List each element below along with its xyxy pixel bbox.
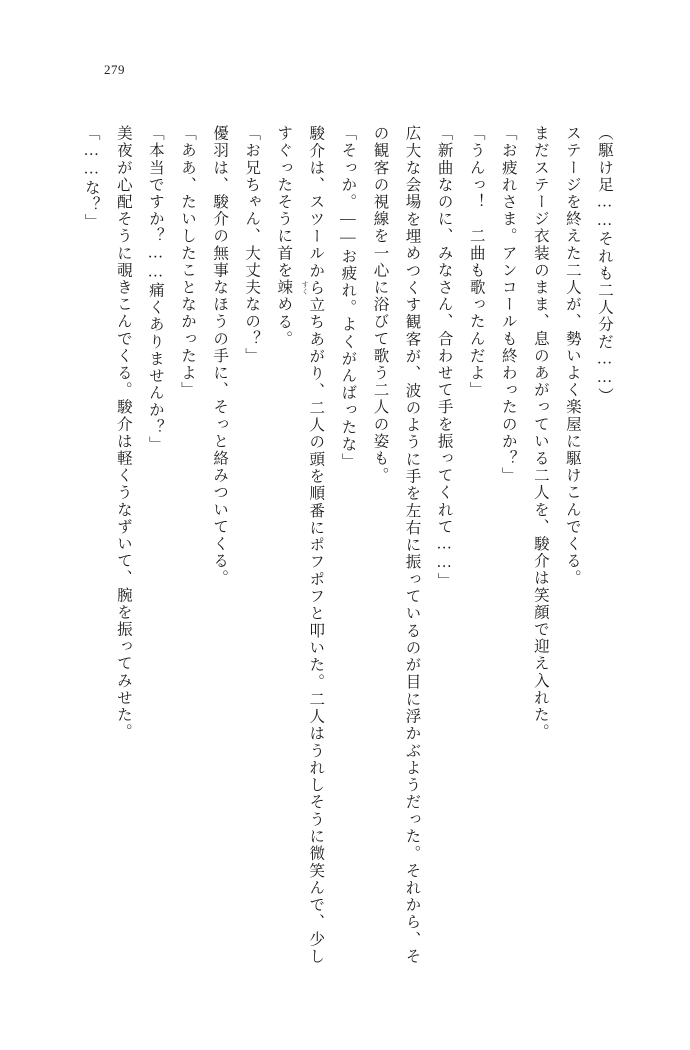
ruby-base: 竦 [275, 278, 293, 297]
paragraph: 「うんっ！ 二曲も歌ったんだよ」 [467, 125, 485, 399]
page-number: 279 [104, 62, 125, 77]
paragraph-text: 駿介は、スツールから立ちあがり、二人の頭を順番にポフポフと叩いた。二人はうれしそうに微笑んで、少しすぐったそうに首を竦 すく める。 [275, 125, 324, 965]
ruby-group [267, 278, 310, 297]
paragraph: 優羽は、駿介の無事なほうの手に、そっと絡みついてくる。 [211, 125, 229, 587]
paragraph: 広大な会場を埋めつくす観客が、波のように手を左右に振っているのが目に浮かぶようだった。それから、その観客の視線を一心に浴びて歌う二人の姿も。 [371, 125, 421, 965]
paragraph-with-ruby [267, 125, 331, 965]
paragraph: 「そっか。——お疲れ。よくがんばったな」 [339, 125, 357, 470]
paragraph: 「お疲れさま。アンコールも終わったのか？」 [499, 125, 517, 485]
page-text-body [80, 125, 620, 965]
paragraph: 「ああ、たいしたことなかったよ」 [178, 125, 196, 399]
paragraph: 「お兄ちゃん、大丈夫なの？」 [243, 125, 261, 365]
ruby-reading: すく [301, 280, 310, 295]
paragraph: 「本当ですか？……痛くありませんか？」 [146, 125, 164, 453]
paragraph: 「……な？」 [82, 125, 100, 231]
paragraph: 「新曲なのに、みなさん、合わせて手を振ってくれて……」 [435, 125, 453, 590]
paragraph: まだステージ衣装のまま、息のあがっている二人を、駿介は笑顔で迎え入れた。 [531, 125, 549, 741]
paragraph: 美夜が心配そうに覗きこんでくる。駿介は軽くうなずいて、腕を振ってみせた。 [114, 125, 132, 741]
paragraph: （駆け足……それも二人分だ……） [596, 125, 613, 405]
paragraph: ステージを終えた二人が、勢いよく楽屋に駆けこんでくる。 [563, 125, 581, 587]
